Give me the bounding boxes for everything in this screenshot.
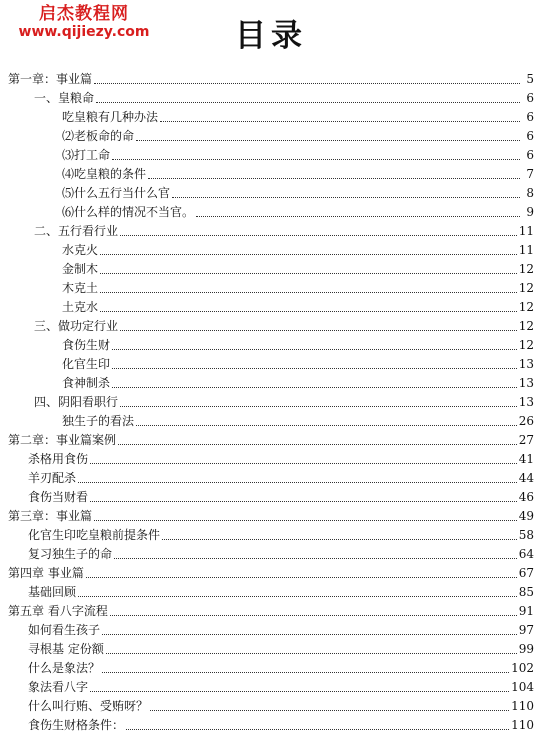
toc-entry[interactable] <box>0 125 542 144</box>
toc-dot-leader <box>112 349 517 350</box>
toc-entry-title: ⑵老板命的命 <box>62 129 135 143</box>
toc-entry[interactable] <box>0 201 542 220</box>
toc-dot-leader <box>100 273 517 274</box>
table-of-contents <box>0 68 542 733</box>
toc-dot-leader <box>94 83 520 84</box>
toc-entry-page-number: 44 <box>518 471 534 485</box>
toc-entry-page-number: 9 <box>526 205 534 219</box>
toc-entry[interactable] <box>0 87 542 106</box>
toc-dot-leader <box>102 672 509 673</box>
toc-entry-title: 食神制杀 <box>62 376 111 390</box>
toc-entry[interactable] <box>0 410 542 429</box>
toc-entry-title: 食伤当财看 <box>28 490 89 504</box>
toc-entry-title: 第二章：事业篇案例 <box>8 433 117 447</box>
toc-entry-title: ⑸什么五行当什么官 <box>62 186 171 200</box>
toc-entry-page-number: 46 <box>518 490 534 504</box>
toc-entry-title: 第一章：事业篇 <box>8 72 93 86</box>
toc-entry-page-number: 5 <box>526 72 534 86</box>
toc-dot-leader <box>90 501 517 502</box>
toc-entry-title: 如何看生孩子 <box>28 623 101 637</box>
toc-entry-title: ⑹什么样的情况不当官。 <box>62 205 195 219</box>
toc-dot-leader <box>112 387 517 388</box>
toc-dot-leader <box>112 159 520 160</box>
toc-entry[interactable] <box>0 505 542 524</box>
toc-entry[interactable] <box>0 258 542 277</box>
toc-entry[interactable] <box>0 239 542 258</box>
toc-entry-page-number: 27 <box>518 433 534 447</box>
toc-entry[interactable] <box>0 277 542 296</box>
toc-dot-leader <box>112 368 517 369</box>
toc-entry-page-number: 13 <box>518 357 534 371</box>
toc-entry-page-number: 6 <box>526 110 534 124</box>
toc-dot-leader <box>172 197 520 198</box>
toc-entry[interactable] <box>0 486 542 505</box>
toc-entry[interactable] <box>0 315 542 334</box>
toc-dot-leader <box>110 615 517 616</box>
toc-entry-page-number: 110 <box>511 699 534 713</box>
toc-dot-leader <box>96 102 520 103</box>
toc-dot-leader <box>90 463 517 464</box>
toc-dot-leader <box>150 710 509 711</box>
toc-entry[interactable] <box>0 600 542 619</box>
toc-entry-title: 独生子的看法 <box>62 414 135 428</box>
toc-entry-title: 土克水 <box>62 300 99 314</box>
toc-entry-page-number: 12 <box>518 281 534 295</box>
toc-entry-title: 食伤生财 <box>62 338 111 352</box>
toc-entry[interactable] <box>0 372 542 391</box>
toc-entry[interactable] <box>0 467 542 486</box>
toc-entry-page-number: 99 <box>518 642 534 656</box>
toc-entry-title: 一、皇粮命 <box>34 91 95 105</box>
watermark-site-url: www.qijiezy.com <box>18 24 150 40</box>
toc-dot-leader <box>100 311 517 312</box>
toc-entry-title: 什么是象法？ <box>28 661 101 675</box>
toc-entry-page-number: 6 <box>526 148 534 162</box>
toc-entry[interactable] <box>0 429 542 448</box>
toc-entry-title: 象法看八字 <box>28 680 89 694</box>
toc-dot-leader <box>78 596 517 597</box>
toc-dot-leader <box>102 634 517 635</box>
toc-entry[interactable] <box>0 543 542 562</box>
toc-dot-leader <box>78 482 517 483</box>
toc-entry-title: 化官生印 <box>62 357 111 371</box>
toc-entry[interactable] <box>0 657 542 676</box>
toc-entry-title: 什么叫行贿、受贿呀？ <box>28 699 149 713</box>
toc-entry-page-number: 8 <box>526 186 534 200</box>
toc-entry-title: 第四章 事业篇 <box>8 566 84 580</box>
toc-entry-title: 杀格用食伤 <box>28 452 89 466</box>
toc-dot-leader <box>100 292 517 293</box>
toc-entry-page-number: 26 <box>518 414 534 428</box>
toc-dot-leader <box>86 577 517 578</box>
toc-entry[interactable] <box>0 524 542 543</box>
toc-entry[interactable] <box>0 695 542 714</box>
toc-entry-title: 金制木 <box>62 262 99 276</box>
toc-entry-title: 四、阴阳看职行 <box>34 395 119 409</box>
toc-entry[interactable] <box>0 106 542 125</box>
toc-dot-leader <box>120 406 517 407</box>
toc-dot-leader <box>148 178 520 179</box>
toc-entry-page-number: 7 <box>526 167 534 181</box>
toc-entry-title: 吃皇粮有几种办法 <box>62 110 159 124</box>
toc-entry-title: 基础回顾 <box>28 585 77 599</box>
toc-entry-title: 木克土 <box>62 281 99 295</box>
toc-dot-leader <box>118 444 517 445</box>
toc-entry-page-number: 12 <box>518 300 534 314</box>
toc-entry-page-number: 11 <box>518 243 534 257</box>
toc-entry-page-number: 13 <box>518 395 534 409</box>
toc-entry[interactable] <box>0 562 542 581</box>
toc-entry[interactable] <box>0 296 542 315</box>
toc-entry-title: 第三章：事业篇 <box>8 509 93 523</box>
toc-entry-page-number: 91 <box>518 604 534 618</box>
toc-entry[interactable] <box>0 163 542 182</box>
toc-entry[interactable] <box>0 581 542 600</box>
toc-entry-title: 复习独生子的命 <box>28 547 113 561</box>
toc-entry[interactable] <box>0 334 542 353</box>
toc-dot-leader <box>120 235 517 236</box>
toc-entry[interactable] <box>0 68 542 87</box>
toc-entry-title: ⑷吃皇粮的条件 <box>62 167 147 181</box>
toc-entry-title: 第五章 看八字流程 <box>8 604 108 618</box>
toc-entry-title: 二、五行看行业 <box>34 224 119 238</box>
toc-entry[interactable] <box>0 353 542 372</box>
toc-entry-page-number: 41 <box>518 452 534 466</box>
toc-entry-page-number: 13 <box>518 376 534 390</box>
toc-entry-title: 食伤生财格条件： <box>28 718 125 732</box>
toc-dot-leader <box>100 254 517 255</box>
toc-dot-leader <box>120 330 517 331</box>
toc-entry-page-number: 110 <box>511 718 534 732</box>
toc-entry-title: 三、做功定行业 <box>34 319 119 333</box>
toc-dot-leader <box>90 691 509 692</box>
toc-entry[interactable] <box>0 638 542 657</box>
toc-entry-title: 化官生印吃皇粮前提条件 <box>28 528 161 542</box>
toc-entry[interactable] <box>0 182 542 201</box>
toc-entry[interactable] <box>0 391 542 410</box>
toc-entry-page-number: 6 <box>526 129 534 143</box>
toc-entry[interactable] <box>0 619 542 638</box>
toc-dot-leader <box>94 520 517 521</box>
toc-entry-page-number: 85 <box>518 585 534 599</box>
toc-entry[interactable] <box>0 220 542 239</box>
toc-entry-page-number: 12 <box>518 319 534 333</box>
toc-entry-page-number: 6 <box>526 91 534 105</box>
toc-entry-page-number: 12 <box>518 338 534 352</box>
toc-entry-title: 羊刃配杀 <box>28 471 77 485</box>
toc-entry-page-number: 104 <box>511 680 534 694</box>
toc-dot-leader <box>196 216 520 217</box>
toc-entry-page-number: 97 <box>518 623 534 637</box>
watermark-site-name: 启杰教程网 <box>39 4 129 24</box>
toc-dot-leader <box>126 729 509 730</box>
toc-entry-page-number: 49 <box>518 509 534 523</box>
toc-entry-title: 水克火 <box>62 243 99 257</box>
toc-dot-leader <box>160 121 520 122</box>
toc-entry-title: ⑶打工命 <box>62 148 111 162</box>
toc-entry-title: 寻根基 定份额 <box>28 642 104 656</box>
toc-entry-page-number: 64 <box>518 547 534 561</box>
toc-entry-page-number: 12 <box>518 262 534 276</box>
toc-entry[interactable] <box>0 676 542 695</box>
page-title: 目录 <box>235 18 307 54</box>
toc-dot-leader <box>136 140 520 141</box>
toc-dot-leader <box>136 425 517 426</box>
toc-entry-page-number: 58 <box>518 528 534 542</box>
toc-entry-page-number: 11 <box>518 224 534 238</box>
toc-entry[interactable] <box>0 448 542 467</box>
toc-dot-leader <box>106 653 517 654</box>
toc-dot-leader <box>114 558 517 559</box>
toc-entry[interactable] <box>0 714 542 733</box>
toc-entry[interactable] <box>0 144 542 163</box>
toc-dot-leader <box>162 539 517 540</box>
toc-entry-page-number: 102 <box>511 661 534 675</box>
toc-entry-page-number: 67 <box>518 566 534 580</box>
